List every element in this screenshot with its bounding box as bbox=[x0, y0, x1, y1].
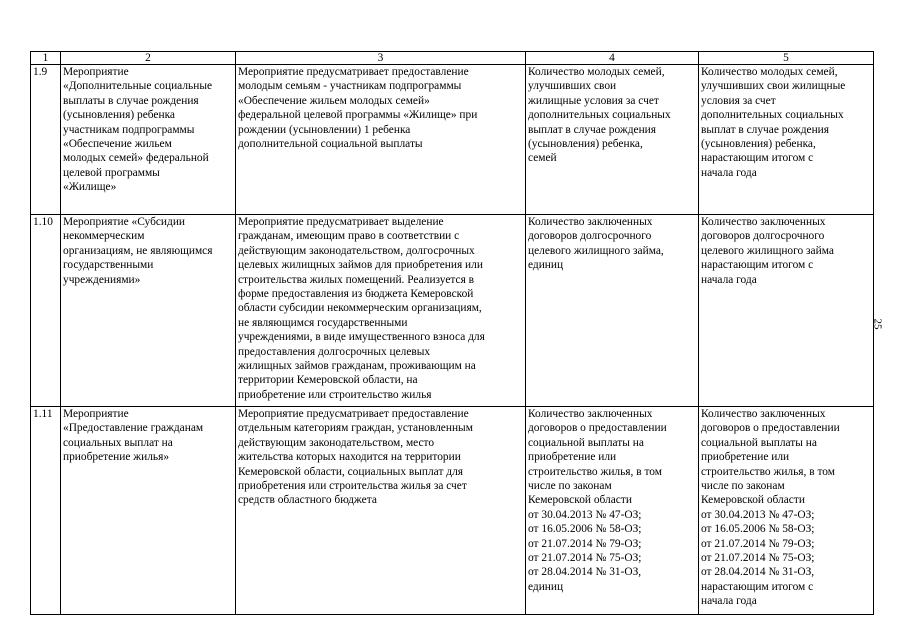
measure-description: Мероприятие предусматривает предоставление отдельным категориям граждан, установленным действующим законодательством, место жительства которых находится на территории Кемеровской области, социальных выплат для приобретения или строительства жилья за счет средств областного бюджета bbox=[236, 407, 526, 615]
header-col-3: 3 bbox=[236, 52, 526, 65]
measures-table bbox=[30, 51, 874, 615]
measure-indicator: Количество заключенных договоров долгосрочного целевого жилищного займа, единиц bbox=[526, 215, 699, 407]
table-row bbox=[31, 215, 874, 407]
row-number: 1.9 bbox=[31, 65, 61, 215]
measure-name: Мероприятие «Предоставление гражданам социальных выплат на приобретение жилья» bbox=[61, 407, 236, 615]
measure-indicator: Количество молодых семей, улучшивших свои жилищные условия за счет дополнительных социальных выплат в случае рождения (усыновления) ребенка, семей bbox=[526, 65, 699, 215]
header-row bbox=[31, 52, 874, 65]
row-number: 1.11 bbox=[31, 407, 61, 615]
header-col-5: 5 bbox=[699, 52, 874, 65]
header-col-4: 4 bbox=[526, 52, 699, 65]
header-col-2: 2 bbox=[61, 52, 236, 65]
measure-name: Мероприятие «Дополнительные социальные выплаты в случае рождения (усыновления) ребенка участникам подпрограммы «Обеспечение жильем молодых семей» федеральной целевой программы «Жилище» bbox=[61, 65, 236, 215]
measure-description: Мероприятие предусматривает выделение гражданам, имеющим право в соответствии с действующим законодательством, долгосрочных целевых жилищных займов для приобретения или строительства жилых помещений. Реализуется в форме предоставления из бюджета Кемеровской области субсидии некоммерческим организациям, не являющимся государственными учреждениями, в виде имущественного взноса для предоставления долгосрочных целевых жилищных займов гражданам, проживающим на территории Кемеровской области, на приобретение или строительство жилья bbox=[236, 215, 526, 407]
table-row bbox=[31, 65, 874, 215]
measure-name: Мероприятие «Субсидии некоммерческим организациям, не являющимся государственными учреждениями» bbox=[61, 215, 236, 407]
row-number: 1.10 bbox=[31, 215, 61, 407]
measure-indicator: Количество заключенных договоров о предоставлении социальной выплаты на приобретение или строительство жилья, в том числе по законам Кемеровской области от 30.04.2013 № 47-ОЗ; от 16.05.2006 № 58-ОЗ; от 21.07.2014 № 79-ОЗ; от 21.07.2014 № 75-ОЗ; от 28.04.2014 № 31-ОЗ, единиц bbox=[526, 407, 699, 615]
measure-method: Количество молодых семей, улучшивших свои жилищные условия за счет дополнительных социальных выплат в случае рождения (усыновления) ребенка, нарастающим итогом с начала года bbox=[699, 65, 874, 215]
table-row bbox=[31, 407, 874, 615]
header-col-1: 1 bbox=[31, 52, 61, 65]
measure-description: Мероприятие предусматривает предоставление молодым семьям - участникам подпрограммы «Обеспечение жильем молодых семей» федеральной целевой программы «Жилище» при рождении (усыновлении) 1 ребенка дополнительной социальной выплаты bbox=[236, 65, 526, 215]
page-number: 25 bbox=[871, 318, 884, 330]
measure-method: Количество заключенных договоров долгосрочного целевого жилищного займа нарастающим итогом с начала года bbox=[699, 215, 874, 407]
measure-method: Количество заключенных договоров о предоставлении социальной выплаты на приобретение или строительство жилья, в том числе по законам Кемеровской области от 30.04.2013 № 47-ОЗ; от 16.05.2006 № 58-ОЗ; от 21.07.2014 № 79-ОЗ; от 21.07.2014 № 75-ОЗ; от 28.04.2014 № 31-ОЗ, нарастающим итогом с начала года bbox=[699, 407, 874, 615]
